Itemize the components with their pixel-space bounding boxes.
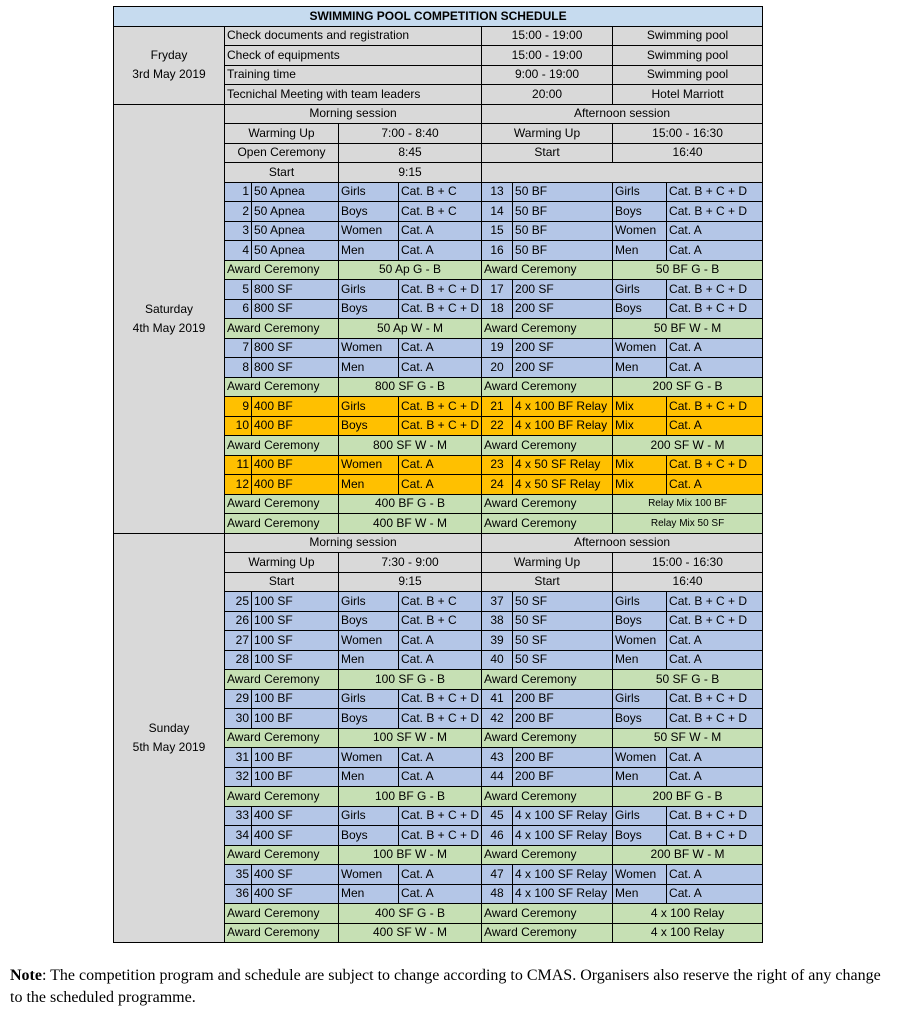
sunday-day-cell xyxy=(114,533,225,943)
award-value: 50 SF G - B xyxy=(613,670,763,690)
event-group: Boys xyxy=(613,826,667,846)
event-category: Cat. B + C + D xyxy=(667,689,763,709)
event-group: Women xyxy=(339,221,399,241)
event-group: Girls xyxy=(339,806,399,826)
activity-cell: Check of equipments xyxy=(225,46,482,66)
award-value: 400 BF W - M xyxy=(339,514,482,534)
award-label: Award Ceremony xyxy=(482,845,613,865)
event-category: Cat. B + C + D xyxy=(399,299,482,319)
event-category: Cat. A xyxy=(667,767,763,787)
award-value: 4 x 100 Relay xyxy=(613,904,763,924)
event-group: Men xyxy=(339,767,399,787)
event-number: 34 xyxy=(225,826,252,846)
event-number: 9 xyxy=(225,397,252,417)
event-number: 13 xyxy=(482,182,513,202)
event-group: Women xyxy=(613,338,667,358)
event-group: Men xyxy=(613,650,667,670)
warmup-label: Warming Up xyxy=(482,553,613,573)
event-category: Cat. B + C + D xyxy=(399,689,482,709)
award-value: 800 SF W - M xyxy=(339,436,482,456)
event-number: 5 xyxy=(225,280,252,300)
time-cell: 15:00 - 19:00 xyxy=(482,46,613,66)
event-number: 30 xyxy=(225,709,252,729)
award-value: 200 BF W - M xyxy=(613,845,763,865)
award-value: 200 SF G - B xyxy=(613,377,763,397)
event-category: Cat. A xyxy=(399,338,482,358)
afternoon-session-label: Afternoon session xyxy=(482,533,763,553)
event-category: Cat. B + C xyxy=(399,611,482,631)
friday-day-label: Fryday xyxy=(150,48,188,62)
award-value: 100 BF W - M xyxy=(339,845,482,865)
event-name: 4 x 100 BF Relay xyxy=(513,416,613,436)
event-name: 100 SF xyxy=(252,592,339,612)
award-label: Award Ceremony xyxy=(482,436,613,456)
event-group: Boys xyxy=(613,299,667,319)
event-group: Boys xyxy=(339,299,399,319)
award-value: 400 SF W - M xyxy=(339,923,482,943)
start-time: 9:15 xyxy=(339,163,482,183)
activity-cell: Training time xyxy=(225,65,482,85)
schedule-table xyxy=(113,6,763,943)
event-group: Girls xyxy=(613,182,667,202)
event-number: 28 xyxy=(225,650,252,670)
award-value: 100 BF G - B xyxy=(339,787,482,807)
event-group: Girls xyxy=(339,182,399,202)
event-number: 12 xyxy=(225,475,252,495)
event-category: Cat. B + C + D xyxy=(399,280,482,300)
event-number: 33 xyxy=(225,806,252,826)
event-group: Girls xyxy=(339,689,399,709)
event-name: 200 BF xyxy=(513,748,613,768)
warmup-time: 15:00 - 16:30 xyxy=(613,124,763,144)
event-number: 36 xyxy=(225,884,252,904)
schedule-title: SWIMMING POOL COMPETITION SCHEDULE xyxy=(114,7,763,27)
award-label: Award Ceremony xyxy=(225,260,339,280)
event-group: Girls xyxy=(339,280,399,300)
award-value: 50 BF G - B xyxy=(613,260,763,280)
event-group: Boys xyxy=(613,202,667,222)
event-name: 50 SF xyxy=(513,650,613,670)
place-cell: Swimming pool xyxy=(613,65,763,85)
event-group: Girls xyxy=(339,592,399,612)
event-number: 6 xyxy=(225,299,252,319)
event-group: Mix xyxy=(613,416,667,436)
award-value: Relay Mix 50 SF xyxy=(613,514,763,534)
event-number: 3 xyxy=(225,221,252,241)
event-number: 25 xyxy=(225,592,252,612)
event-category: Cat. A xyxy=(399,475,482,495)
event-number: 14 xyxy=(482,202,513,222)
event-name: 100 BF xyxy=(252,748,339,768)
place-cell: Swimming pool xyxy=(613,46,763,66)
event-name: 50 Apnea xyxy=(252,202,339,222)
award-label: Award Ceremony xyxy=(482,260,613,280)
event-group: Men xyxy=(339,358,399,378)
event-category: Cat. B + C + D xyxy=(667,280,763,300)
award-value: 200 SF W - M xyxy=(613,436,763,456)
saturday-day-cell xyxy=(114,104,225,533)
event-category: Cat. B + C + D xyxy=(667,397,763,417)
activity-cell: Tecnichal Meeting with team leaders xyxy=(225,85,482,105)
event-name: 200 SF xyxy=(513,280,613,300)
award-value: 100 SF W - M xyxy=(339,728,482,748)
event-number: 20 xyxy=(482,358,513,378)
sunday-day-label: Sunday xyxy=(148,720,190,735)
event-group: Women xyxy=(339,631,399,651)
event-number: 32 xyxy=(225,767,252,787)
award-label: Award Ceremony xyxy=(482,494,613,514)
friday-row xyxy=(114,26,763,46)
event-name: 50 BF xyxy=(513,241,613,261)
event-name: 400 SF xyxy=(252,865,339,885)
award-label: Award Ceremony xyxy=(482,670,613,690)
event-category: Cat. A xyxy=(667,475,763,495)
empty-cell xyxy=(482,163,763,183)
start-time: 9:15 xyxy=(339,572,482,592)
event-group: Girls xyxy=(613,592,667,612)
event-name: 4 x 50 SF Relay xyxy=(513,475,613,495)
award-value: 400 SF G - B xyxy=(339,904,482,924)
event-category: Cat. A xyxy=(667,748,763,768)
note-label: Note xyxy=(10,967,42,984)
event-name: 50 BF xyxy=(513,202,613,222)
title-row xyxy=(114,7,763,27)
award-value: 50 Ap G - B xyxy=(339,260,482,280)
afternoon-session-label: Afternoon session xyxy=(482,104,763,124)
award-label: Award Ceremony xyxy=(225,514,339,534)
award-label: Award Ceremony xyxy=(225,904,339,924)
award-value: 4 x 100 Relay xyxy=(613,923,763,943)
award-label: Award Ceremony xyxy=(482,319,613,339)
event-group: Boys xyxy=(339,826,399,846)
event-name: 50 Apnea xyxy=(252,221,339,241)
event-number: 2 xyxy=(225,202,252,222)
event-category: Cat. A xyxy=(399,221,482,241)
event-name: 400 BF xyxy=(252,455,339,475)
event-group: Men xyxy=(613,358,667,378)
event-number: 37 xyxy=(482,592,513,612)
start-time: 16:40 xyxy=(613,572,763,592)
event-category: Cat. B + C + D xyxy=(667,611,763,631)
event-name: 50 Apnea xyxy=(252,182,339,202)
event-group: Women xyxy=(339,455,399,475)
start-label: Start xyxy=(225,163,339,183)
saturday-date-label: 4th May 2019 xyxy=(132,320,206,335)
event-category: Cat. A xyxy=(667,221,763,241)
event-category: Cat. A xyxy=(667,241,763,261)
footnote xyxy=(10,965,890,1009)
event-category: Cat. B + C + D xyxy=(399,806,482,826)
event-category: Cat. A xyxy=(667,631,763,651)
warmup-label: Warming Up xyxy=(225,124,339,144)
event-group: Women xyxy=(613,631,667,651)
event-category: Cat. B + C + D xyxy=(667,806,763,826)
event-name: 50 BF xyxy=(513,221,613,241)
time-cell: 15:00 - 19:00 xyxy=(482,26,613,46)
event-category: Cat. A xyxy=(667,416,763,436)
note-text: : The competition program and schedule are subject to change according to CMAS. Organisers also reserve the right of any change to the scheduled programme. xyxy=(10,967,881,1006)
event-category: Cat. A xyxy=(667,865,763,885)
event-name: 4 x 100 SF Relay xyxy=(513,884,613,904)
event-category: Cat. A xyxy=(667,338,763,358)
award-label: Award Ceremony xyxy=(225,787,339,807)
event-name: 100 SF xyxy=(252,631,339,651)
event-number: 4 xyxy=(225,241,252,261)
event-name: 400 SF xyxy=(252,806,339,826)
event-number: 27 xyxy=(225,631,252,651)
event-category: Cat. A xyxy=(399,865,482,885)
event-name: 4 x 100 SF Relay xyxy=(513,826,613,846)
event-group: Men xyxy=(339,241,399,261)
event-number: 26 xyxy=(225,611,252,631)
event-number: 39 xyxy=(482,631,513,651)
event-category: Cat. B + C + D xyxy=(399,416,482,436)
event-group: Women xyxy=(339,865,399,885)
event-name: 4 x 100 SF Relay xyxy=(513,865,613,885)
event-category: Cat. B + C + D xyxy=(667,709,763,729)
activity-cell: Check documents and registration xyxy=(225,26,482,46)
start-label: Start xyxy=(482,572,613,592)
event-category: Cat. B + C + D xyxy=(399,709,482,729)
event-number: 46 xyxy=(482,826,513,846)
event-number: 15 xyxy=(482,221,513,241)
saturday-day-label: Saturday xyxy=(144,301,194,316)
award-value: 400 BF G - B xyxy=(339,494,482,514)
sunday-date-label: 5th May 2019 xyxy=(132,739,206,754)
event-name: 50 SF xyxy=(513,631,613,651)
warmup-time: 7:30 - 9:00 xyxy=(339,553,482,573)
award-value: 100 SF G - B xyxy=(339,670,482,690)
award-label: Award Ceremony xyxy=(482,923,613,943)
event-name: 50 Apnea xyxy=(252,241,339,261)
event-number: 7 xyxy=(225,338,252,358)
warmup-label: Warming Up xyxy=(225,553,339,573)
event-number: 24 xyxy=(482,475,513,495)
event-number: 18 xyxy=(482,299,513,319)
award-label: Award Ceremony xyxy=(482,904,613,924)
event-group: Boys xyxy=(613,611,667,631)
award-label: Award Ceremony xyxy=(225,923,339,943)
award-label: Award Ceremony xyxy=(225,377,339,397)
event-group: Women xyxy=(339,338,399,358)
friday-date-label: 3rd May 2019 xyxy=(132,67,206,81)
event-number: 38 xyxy=(482,611,513,631)
friday-day-cell xyxy=(114,26,225,104)
event-number: 42 xyxy=(482,709,513,729)
event-name: 400 BF xyxy=(252,416,339,436)
event-number: 11 xyxy=(225,455,252,475)
event-group: Men xyxy=(339,475,399,495)
event-name: 50 BF xyxy=(513,182,613,202)
event-number: 16 xyxy=(482,241,513,261)
start-label: Start xyxy=(482,143,613,163)
schedule-sheet xyxy=(113,6,763,943)
warmup-time: 15:00 - 16:30 xyxy=(613,553,763,573)
event-category: Cat. A xyxy=(399,358,482,378)
award-value: 200 BF G - B xyxy=(613,787,763,807)
award-value: 50 SF W - M xyxy=(613,728,763,748)
event-group: Women xyxy=(613,748,667,768)
award-label: Award Ceremony xyxy=(482,787,613,807)
event-number: 10 xyxy=(225,416,252,436)
event-category: Cat. B + C xyxy=(399,592,482,612)
place-cell: Hotel Marriott xyxy=(613,85,763,105)
time-cell: 9:00 - 19:00 xyxy=(482,65,613,85)
event-category: Cat. B + C xyxy=(399,202,482,222)
event-category: Cat. B + C + D xyxy=(399,397,482,417)
morning-session-label: Morning session xyxy=(225,104,482,124)
event-number: 45 xyxy=(482,806,513,826)
event-category: Cat. A xyxy=(667,650,763,670)
event-name: 200 BF xyxy=(513,709,613,729)
event-category: Cat. B + C + D xyxy=(399,826,482,846)
event-number: 23 xyxy=(482,455,513,475)
event-name: 100 SF xyxy=(252,611,339,631)
event-number: 44 xyxy=(482,767,513,787)
event-category: Cat. A xyxy=(399,455,482,475)
event-number: 17 xyxy=(482,280,513,300)
event-name: 200 SF xyxy=(513,299,613,319)
event-number: 43 xyxy=(482,748,513,768)
event-category: Cat. B + C + D xyxy=(667,182,763,202)
event-group: Boys xyxy=(339,416,399,436)
award-label: Award Ceremony xyxy=(225,845,339,865)
event-group: Mix xyxy=(613,475,667,495)
event-number: 31 xyxy=(225,748,252,768)
event-name: 400 SF xyxy=(252,826,339,846)
event-number: 8 xyxy=(225,358,252,378)
event-group: Men xyxy=(339,650,399,670)
event-category: Cat. B + C + D xyxy=(667,202,763,222)
event-number: 19 xyxy=(482,338,513,358)
event-category: Cat. A xyxy=(399,650,482,670)
open-ceremony-label: Open Ceremony xyxy=(225,143,339,163)
event-category: Cat. A xyxy=(399,767,482,787)
event-name: 400 BF xyxy=(252,397,339,417)
event-name: 200 SF xyxy=(513,338,613,358)
warmup-time: 7:00 - 8:40 xyxy=(339,124,482,144)
event-category: Cat. A xyxy=(399,631,482,651)
event-name: 200 BF xyxy=(513,767,613,787)
event-category: Cat. B + C + D xyxy=(667,826,763,846)
event-group: Men xyxy=(613,767,667,787)
event-name: 4 x 100 BF Relay xyxy=(513,397,613,417)
place-cell: Swimming pool xyxy=(613,26,763,46)
event-group: Men xyxy=(613,241,667,261)
event-group: Boys xyxy=(339,202,399,222)
event-group: Men xyxy=(613,884,667,904)
event-category: Cat. A xyxy=(667,884,763,904)
event-name: 800 SF xyxy=(252,280,339,300)
event-number: 21 xyxy=(482,397,513,417)
event-name: 800 SF xyxy=(252,338,339,358)
event-number: 29 xyxy=(225,689,252,709)
event-group: Girls xyxy=(613,280,667,300)
event-group: Boys xyxy=(339,611,399,631)
event-name: 100 SF xyxy=(252,650,339,670)
event-name: 800 SF xyxy=(252,299,339,319)
event-name: 4 x 100 SF Relay xyxy=(513,806,613,826)
award-value: 50 BF W - M xyxy=(613,319,763,339)
event-group: Women xyxy=(339,748,399,768)
award-label: Award Ceremony xyxy=(482,377,613,397)
award-label: Award Ceremony xyxy=(225,494,339,514)
event-group: Girls xyxy=(613,806,667,826)
event-name: 400 BF xyxy=(252,475,339,495)
event-name: 100 BF xyxy=(252,689,339,709)
event-number: 41 xyxy=(482,689,513,709)
time-cell: 20:00 xyxy=(482,85,613,105)
start-label: Start xyxy=(225,572,339,592)
event-category: Cat. B + C + D xyxy=(667,299,763,319)
award-value: Relay Mix 100 BF xyxy=(613,494,763,514)
morning-session-label: Morning session xyxy=(225,533,482,553)
event-name: 800 SF xyxy=(252,358,339,378)
start-time: 16:40 xyxy=(613,143,763,163)
event-number: 22 xyxy=(482,416,513,436)
event-group: Mix xyxy=(613,455,667,475)
event-number: 47 xyxy=(482,865,513,885)
award-label: Award Ceremony xyxy=(225,670,339,690)
event-group: Girls xyxy=(339,397,399,417)
award-label: Award Ceremony xyxy=(225,728,339,748)
event-category: Cat. B + C + D xyxy=(667,592,763,612)
event-number: 48 xyxy=(482,884,513,904)
event-name: 50 SF xyxy=(513,611,613,631)
event-name: 50 SF xyxy=(513,592,613,612)
award-label: Award Ceremony xyxy=(225,319,339,339)
event-group: Men xyxy=(339,884,399,904)
event-group: Girls xyxy=(613,689,667,709)
event-group: Women xyxy=(613,865,667,885)
event-category: Cat. B + C xyxy=(399,182,482,202)
award-label: Award Ceremony xyxy=(482,728,613,748)
award-value: 800 SF G - B xyxy=(339,377,482,397)
event-name: 100 BF xyxy=(252,709,339,729)
event-group: Women xyxy=(613,221,667,241)
event-category: Cat. A xyxy=(399,884,482,904)
award-value: 50 Ap W - M xyxy=(339,319,482,339)
award-label: Award Ceremony xyxy=(482,514,613,534)
event-category: Cat. B + C + D xyxy=(667,455,763,475)
event-number: 40 xyxy=(482,650,513,670)
event-name: 100 BF xyxy=(252,767,339,787)
event-category: Cat. A xyxy=(399,241,482,261)
open-ceremony-time: 8:45 xyxy=(339,143,482,163)
award-label: Award Ceremony xyxy=(225,436,339,456)
event-name: 200 BF xyxy=(513,689,613,709)
event-group: Mix xyxy=(613,397,667,417)
event-category: Cat. A xyxy=(399,748,482,768)
sunday-session-header xyxy=(114,533,763,553)
event-category: Cat. A xyxy=(667,358,763,378)
warmup-label: Warming Up xyxy=(482,124,613,144)
event-number: 1 xyxy=(225,182,252,202)
event-group: Boys xyxy=(613,709,667,729)
event-name: 200 SF xyxy=(513,358,613,378)
event-group: Boys xyxy=(339,709,399,729)
event-name: 400 SF xyxy=(252,884,339,904)
event-name: 4 x 50 SF Relay xyxy=(513,455,613,475)
saturday-session-header xyxy=(114,104,763,124)
event-number: 35 xyxy=(225,865,252,885)
